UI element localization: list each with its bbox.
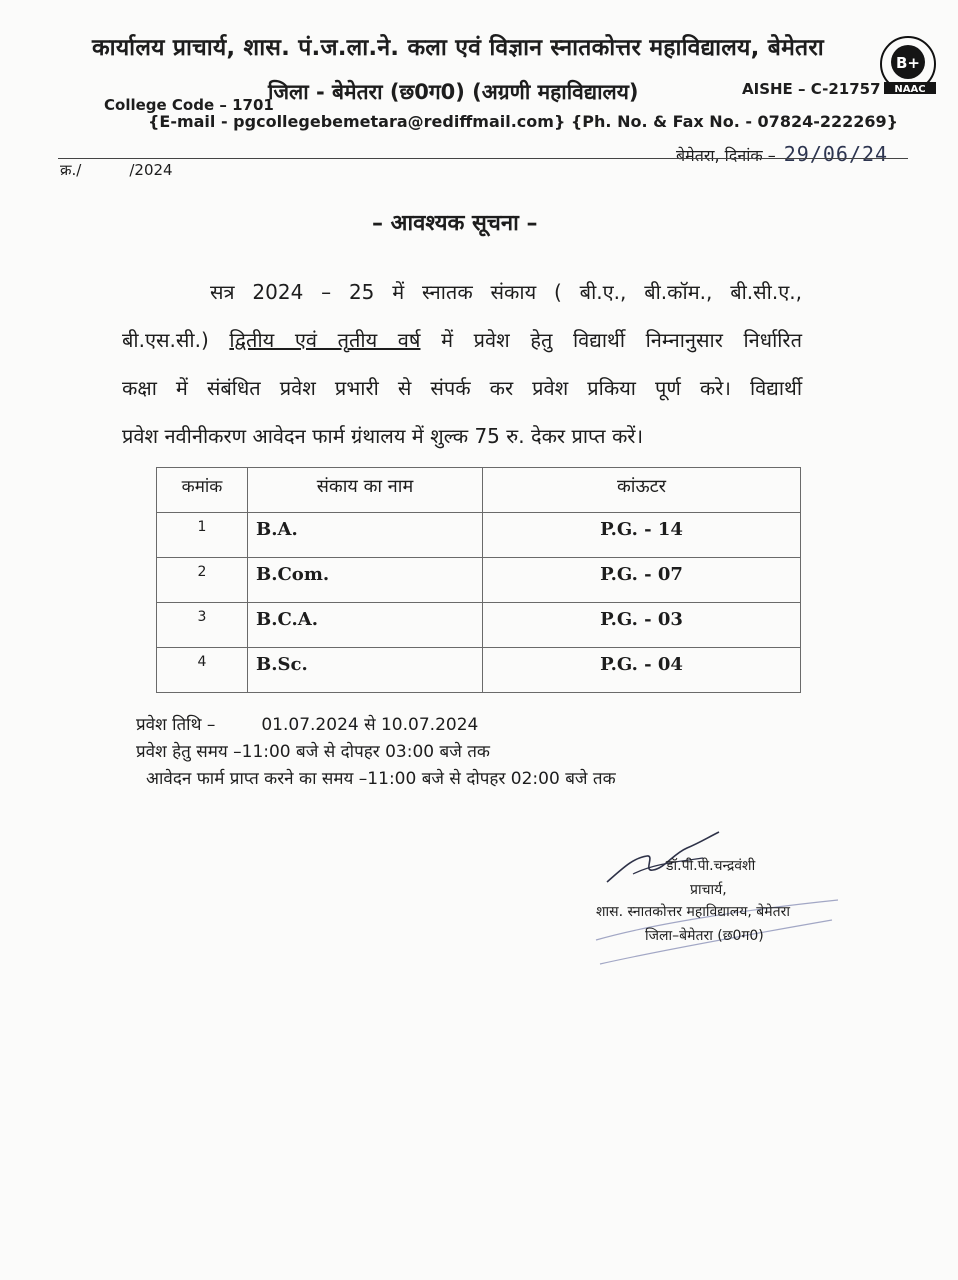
naac-badge-icon — [878, 30, 942, 98]
row-counter: P.G. - 03 — [483, 603, 801, 648]
reference-year: /2024 — [129, 161, 173, 179]
date-line — [676, 142, 888, 166]
signatory-title: प्राचार्य, — [690, 882, 727, 898]
admission-date-label: प्रवेश तिथि – — [136, 715, 216, 735]
paragraph-line-4: प्रवेश नवीनीकरण आवेदन फार्म ग्रंथालय में शुल्क 75 रु. देकर प्राप्त करें। — [122, 424, 644, 448]
table-header-row — [157, 468, 801, 513]
row-faculty: B.Com. — [248, 558, 483, 603]
row-faculty: B.A. — [248, 513, 483, 558]
paragraph-line-2 — [122, 316, 802, 364]
notice-paragraph — [122, 268, 802, 460]
paragraph-text: बी.एस.सी.) — [122, 328, 209, 352]
signatory-name: डॉ.पी.पी.चन्द्रवंशी — [666, 858, 756, 874]
notice-title: – आवश्यक सूचना – — [372, 211, 538, 236]
office-title: कार्यालय प्राचार्य, शास. पं.ज.ला.ने. कला एवं विज्ञान स्नातकोत्तर महाविद्यालय, बेमेतरा — [92, 35, 824, 61]
header-divider — [58, 158, 908, 159]
reference-prefix: क्र./ — [60, 161, 82, 179]
date-label: बेमेतरा, दिनांक – — [676, 146, 776, 165]
reference-number — [60, 160, 173, 180]
admission-time-line: प्रवेश हेतु समय –11:00 बजे से दोपहर 03:00 बजे तक — [136, 742, 490, 762]
table-row — [157, 648, 801, 693]
row-counter: P.G. - 14 — [483, 513, 801, 558]
naac-grade: B+ — [895, 54, 921, 72]
table-row — [157, 603, 801, 648]
year-highlight: द्वितीय एवं तृतीय वर्ष — [229, 328, 421, 352]
aishe-code: AISHE – C-21757 — [742, 80, 881, 98]
paragraph-line-1: सत्र 2024 – 25 में स्नातक संकाय ( बी.ए., बी.कॉम., बी.सी.ए., — [210, 280, 802, 304]
counter-table — [156, 467, 801, 693]
admission-schedule — [136, 712, 616, 793]
admission-date-range: 01.07.2024 से 10.07.2024 — [261, 715, 479, 735]
contact-line: {E-mail - pgcollegebemetara@rediffmail.com} {Ph. No. & Fax No. - 07824-222269} — [148, 112, 899, 131]
table-row — [157, 558, 801, 603]
header-sno: कमांक — [157, 468, 248, 513]
table-row — [157, 513, 801, 558]
header-faculty: संकाय का नाम — [248, 468, 483, 513]
naac-label: NAAC — [894, 84, 926, 95]
row-sno: 2 — [157, 558, 248, 603]
form-time-line: आवेदन फार्म प्राप्त करने का समय –11:00 बजे से दोपहर 02:00 बजे तक — [146, 769, 616, 789]
row-counter: P.G. - 07 — [483, 558, 801, 603]
row-sno: 4 — [157, 648, 248, 693]
paragraph-text: में प्रवेश हेतु विद्यार्थी निम्नानुसार निर्धारित — [441, 328, 803, 352]
row-sno: 3 — [157, 603, 248, 648]
row-counter: P.G. - 04 — [483, 648, 801, 693]
district-line: जिला - बेमेतरा (छ0ग0) (अग्रणी महाविद्यालय) — [268, 80, 639, 104]
signatory-institution: शास. स्नातकोत्तर महाविद्यालय, बेमेतरा — [596, 904, 790, 920]
date-value: 29/06/24 — [783, 142, 889, 166]
row-faculty: B.Sc. — [248, 648, 483, 693]
college-code: College Code – 1701 — [104, 96, 274, 114]
paragraph-line-3: कक्षा में संबंधित प्रवेश प्रभारी से संपर्क कर प्रवेश प्रकिया पूर्ण करे। विद्यार्थी — [122, 376, 802, 400]
admission-date-line — [136, 712, 616, 739]
header-counter: कांऊटर — [483, 468, 801, 513]
row-faculty: B.C.A. — [248, 603, 483, 648]
signatory-district: जिला–बेमेतरा (छ0ग0) — [645, 928, 764, 944]
row-sno: 1 — [157, 513, 248, 558]
